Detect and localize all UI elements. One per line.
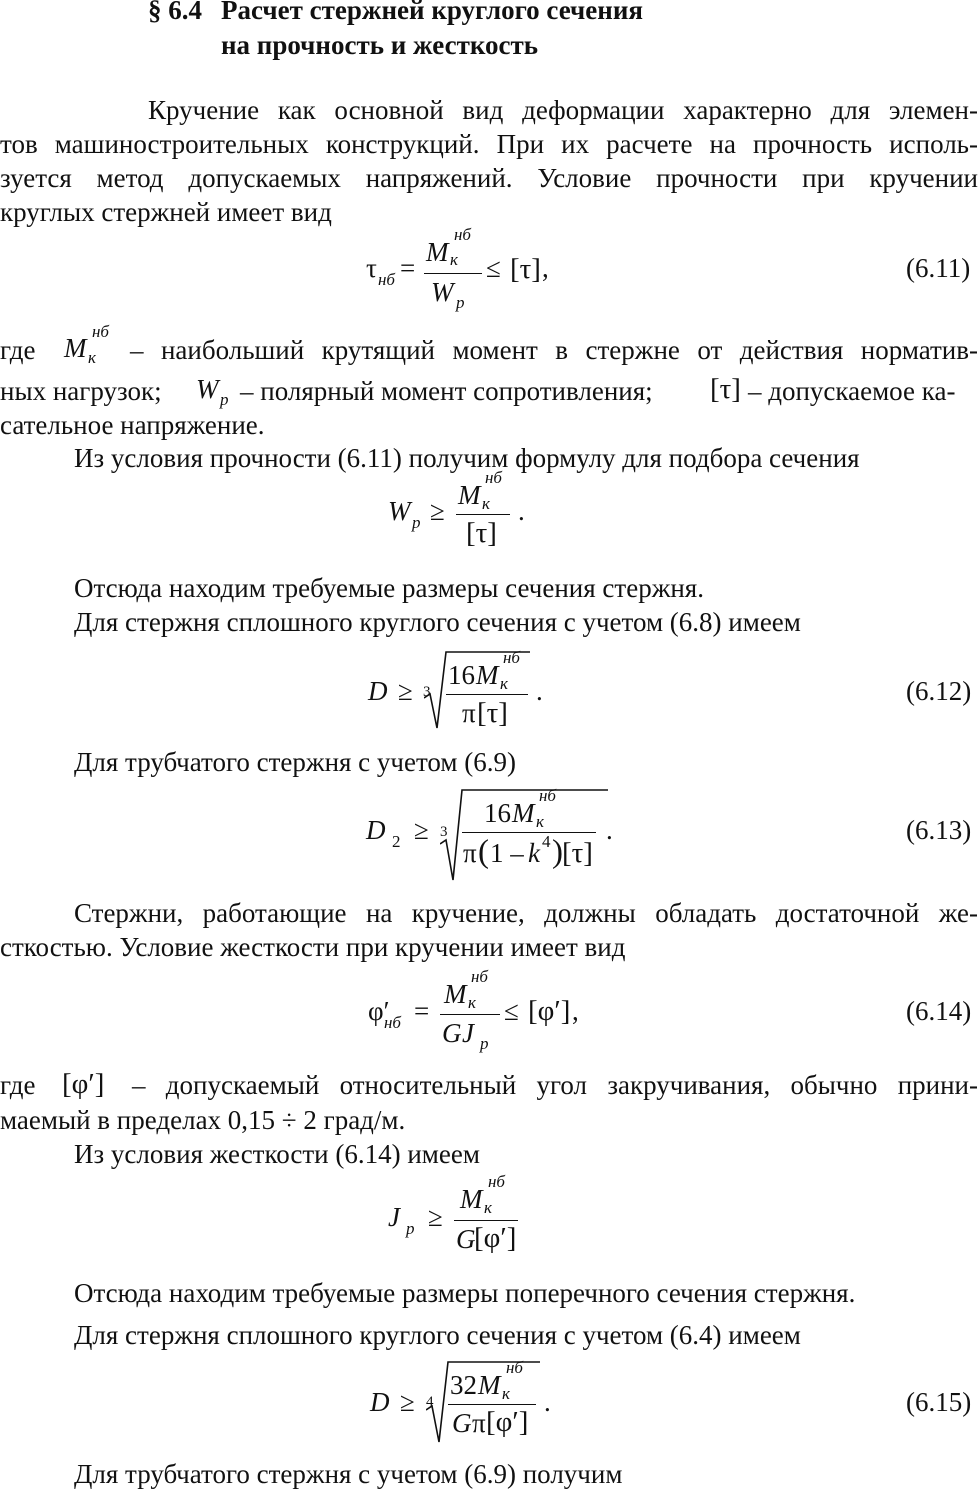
formula-inline-tau: [τ] <box>710 373 741 405</box>
section-number: § 6.4 <box>148 0 202 25</box>
paragraph-line: – наибольший крутящий момент в стержне от действия норматив- <box>130 335 978 365</box>
paragraph-line: Отсюда находим требуемые размеры поперечного сечения стержня. <box>74 1278 856 1308</box>
paragraph-line: Для трубчатого стержня с учетом (6.9) получим <box>74 1459 623 1489</box>
paragraph-line: сательное напряжение. <box>0 410 265 440</box>
paragraph-line: зуется метод допускаемых напряжений. Условие прочности при кручении <box>0 163 978 193</box>
formula-inline-phi: [φ′] <box>62 1068 105 1100</box>
paragraph-line: ных нагрузок; <box>0 376 162 406</box>
section-title-line2: на прочность и жесткость <box>221 30 539 60</box>
equation-number: (6.11) <box>906 253 971 283</box>
paragraph-line: Из условия прочности (6.11) получим формулу для подбора сечения <box>74 443 860 473</box>
paragraph-line: – допускаемый относительный угол закручивания, обычно прини- <box>132 1070 978 1100</box>
paragraph-line: сткостью. Условие жесткости при кручении имеет вид <box>0 932 626 962</box>
paragraph-line: – допускаемое ка- <box>748 376 956 406</box>
paragraph-line: Для стержня сплошного круглого сечения с учетом (6.8) имеем <box>74 607 801 637</box>
paragraph-line: – полярный момент сопротивления; <box>240 376 653 406</box>
paragraph-line: Из условия жесткости (6.14) имеем <box>74 1139 480 1169</box>
paragraph-line: круглых стержней имеет вид <box>0 197 332 227</box>
equation-number: (6.15) <box>906 1387 972 1417</box>
equation-number: (6.13) <box>906 815 972 845</box>
paragraph-line: тов машиностроительных конструкций. При их расчете на прочность исполь- <box>0 129 978 159</box>
equation-number: (6.12) <box>906 676 972 706</box>
paragraph-line: Отсюда находим требуемые размеры сечения стержня. <box>74 573 704 603</box>
paragraph-line: где <box>0 335 36 365</box>
equation-number: (6.14) <box>906 996 972 1026</box>
paragraph-line: Кручение как основной вид деформации характерно для элемен- <box>148 95 978 125</box>
paragraph-line: где <box>0 1070 36 1100</box>
paragraph-line: Для стержня сплошного круглого сечения с учетом (6.4) имеем <box>74 1320 801 1350</box>
paragraph-line: маемый в пределах 0,15 ÷ 2 град/м. <box>0 1105 406 1135</box>
paragraph-line: Для трубчатого стержня с учетом (6.9) <box>74 747 516 777</box>
paragraph-line: Стержни, работающие на кручение, должны обладать достаточной же- <box>74 898 978 928</box>
section-title-line1: Расчет стержней круглого сечения <box>221 0 643 25</box>
